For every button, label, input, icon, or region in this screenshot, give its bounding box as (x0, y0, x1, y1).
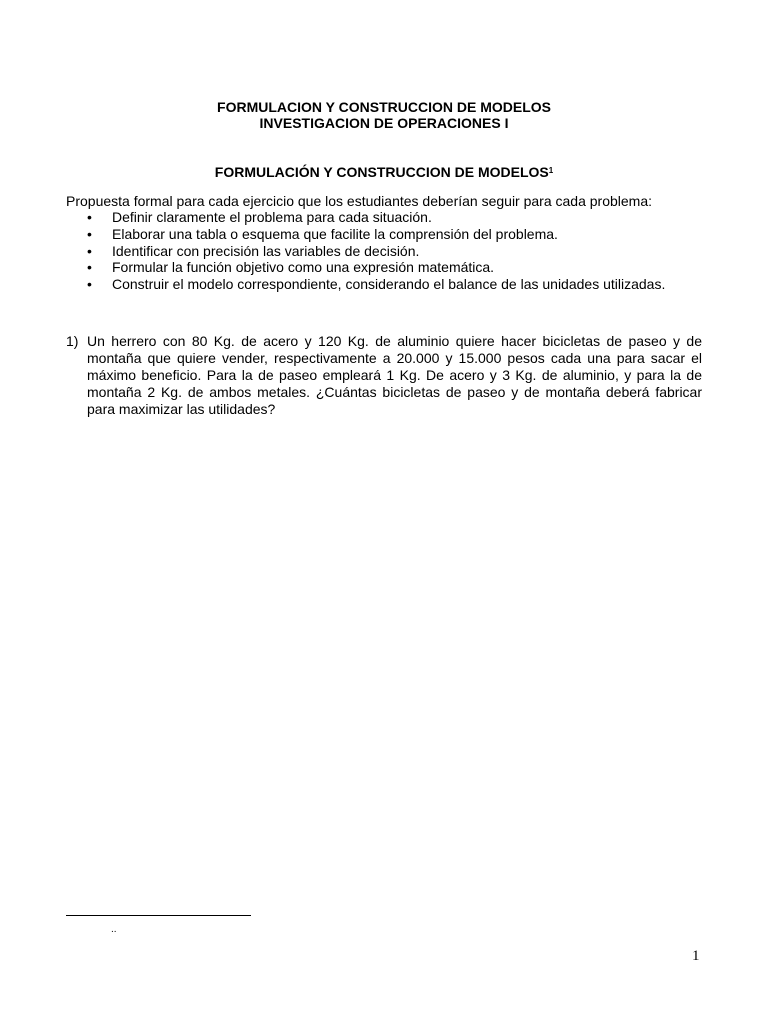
document-title: FORMULACION Y CONSTRUCCION DE MODELOS (217, 99, 551, 115)
footnote-divider (66, 915, 251, 916)
bullet-text: Elaborar una tabla o esquema que facilite la comprensión del problema. (112, 225, 558, 242)
document-subtitle: INVESTIGACION DE OPERACIONES I (259, 115, 509, 131)
bullet-text: Formular la función objetivo como una expresión matemática. (112, 259, 495, 276)
list-item (66, 226, 706, 243)
problem-text: Un herrero con 80 Kg. de acero y 120 Kg. de aluminio quiere hacer bicicletas de paseo y de montaña que quiere vender, respectivamente a 20.000 y 15.000 pesos cada una para sacar el máximo beneficio. Para la de paseo empleará 1 Kg. De acero y 3 Kg. de aluminio, y para la de montaña 2 Kg. de ambos metales. ¿Cuántas bicicletas de paseo y de montaña deberá fabricar para maximizar las utilidades? (87, 333, 702, 417)
page-number: 1 (692, 948, 700, 964)
list-item (66, 243, 706, 260)
list-item (66, 209, 706, 226)
bullet-icon: • (87, 209, 92, 225)
bullet-text: Construir el modelo correspondiente, considerando el balance de las unidades utilizadas. (112, 276, 666, 293)
list-item (66, 276, 706, 293)
bullet-icon: • (87, 276, 92, 293)
footnote-text: .. (111, 924, 117, 935)
bullet-list (66, 209, 706, 293)
list-item (66, 259, 706, 276)
bullet-icon: • (87, 242, 92, 259)
bullet-icon: • (87, 259, 92, 276)
problem-1 (66, 333, 702, 418)
section-title-text: FORMULACIÓN Y CONSTRUCCION DE MODELOS (214, 164, 549, 180)
intro-paragraph: Propuesta formal para cada ejercicio que los estudiantes deberían seguir para cada problema: (66, 193, 653, 209)
bullet-text: Identificar con precisión las variables de decisión. (112, 242, 420, 259)
problem-number: 1) (66, 333, 79, 349)
bullet-icon: • (87, 225, 92, 242)
bullet-text: Definir claramente el problema para cada situación. (112, 209, 432, 225)
footnote-reference: 1 (548, 166, 554, 175)
section-title (0, 164, 768, 180)
